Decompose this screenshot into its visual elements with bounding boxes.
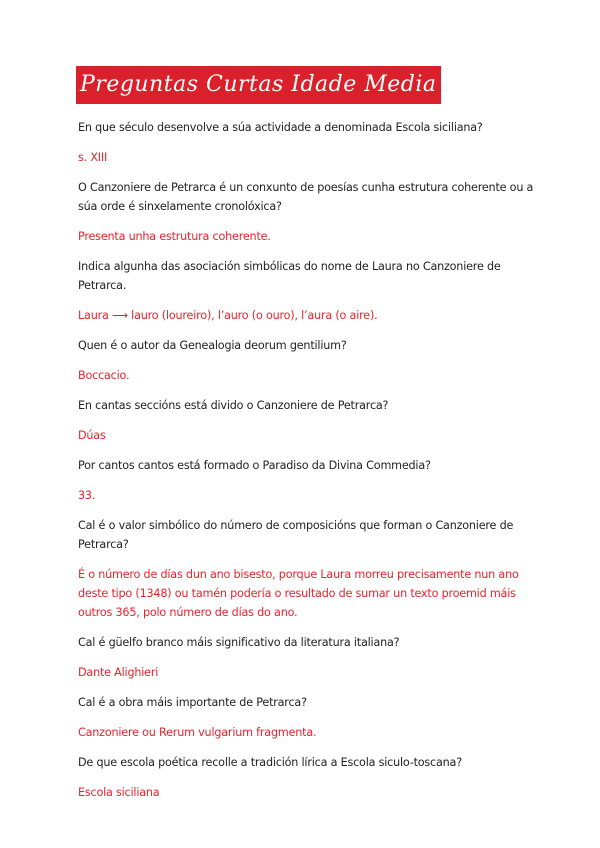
answer-text: Laura ⟶ lauro (loureiro), l’auro (o ouro), l’aura (o aire). [78, 309, 378, 322]
page-title: Preguntas Curtas Idade Media [76, 66, 441, 104]
question-text: En cantas seccións está divido o Canzoniere de Petrarca? [78, 399, 389, 412]
answer-text: É o número de días dun ano bisesto, porque Laura morreu precisamente nun ano deste tipo (1348) ou tamén podería o resultado de sumar un texto proemid máis outros 365, polo número de días do ano. [78, 568, 519, 619]
question-text: Quen é o autor da Genealogia deorum gentilium? [78, 339, 347, 352]
answer-text: Presenta unha estrutura coherente. [78, 230, 271, 243]
answer-text: Canzoniere ou Rerum vulgarium fragmenta. [78, 726, 317, 739]
question-text: De que escola poética recolle a tradición lírica a Escola siculo-toscana? [78, 756, 462, 769]
answer-text: Dúas [78, 429, 106, 442]
answer-text: s. XIII [78, 151, 108, 164]
qa-list [78, 118, 538, 813]
title-banner [76, 66, 441, 104]
question-text: O Canzoniere de Petrarca é un conxunto de poesías cunha estrutura coherente ou a súa orde é sinxelamente cronolóxica? [78, 181, 534, 213]
question-text: Cal é güelfo branco máis significativo da literatura italiana? [78, 636, 400, 649]
question-text: Indica algunha das asociación simbólicas do nome de Laura no Canzoniere de Petrarca. [78, 260, 501, 292]
question-text: Cal é o valor simbólico do número de composicións que forman o Canzoniere de Petrarca? [78, 519, 514, 551]
question-text: Cal é a obra máis importante de Petrarca? [78, 696, 307, 709]
answer-text: 33. [78, 489, 96, 502]
answer-text: Dante Alighieri [78, 666, 159, 679]
answer-text: Boccacio. [78, 369, 130, 382]
question-text: Por cantos cantos está formado o Paradiso da Divina Commedia? [78, 459, 431, 472]
question-text: En que século desenvolve a súa actividade a denominada Escola siciliana? [78, 121, 483, 134]
answer-text: Escola siciliana [78, 786, 160, 799]
